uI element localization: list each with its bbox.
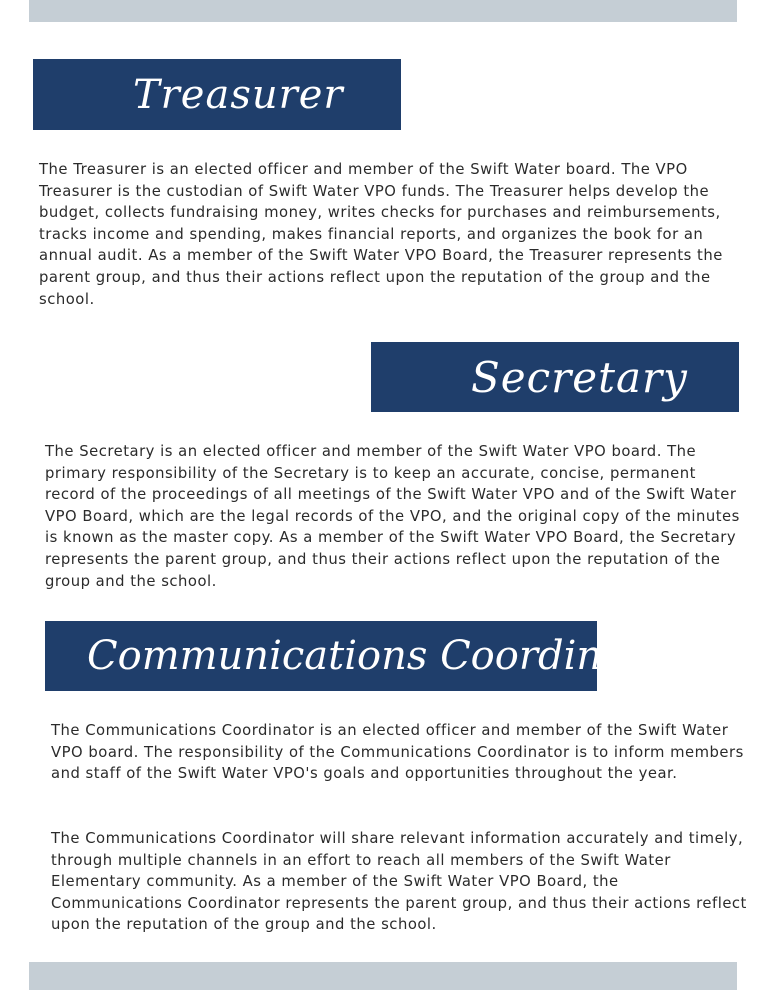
communications-heading-banner	[45, 621, 686, 691]
bottom-decorative-bar	[29, 962, 737, 990]
treasurer-description: The Treasurer is an elected officer and member of the Swift Water board. The VPO Treasurer is the custodian of Swift Water VPO funds. The Treasurer helps develop the budget, collects fundraising money, writes checks for purchases and reimbursements, tracks income and spending, makes financial reports, and organizes the book for an annual audit. As a member of the Swift Water VPO Board, the Treasurer represents the parent group, and thus their actions reflect upon the reputation of the group and the school.	[39, 161, 723, 308]
secretary-heading-banner	[371, 342, 739, 412]
treasurer-heading-banner	[33, 59, 401, 130]
secretary-description: The Secretary is an elected officer and member of the Swift Water VPO board. The primary responsibility of the Secretary is to keep an accurate, concise, permanent record of the proceedings of all meetings of the Swift Water VPO and of the Swift Water VPO Board, which are the legal records of the VPO, and the original copy of the minutes is known as the master copy. As a member of the Swift Water VPO Board, the Secretary represents the parent group, and thus their actions reflect upon the reputation of the group and the school.	[45, 443, 740, 590]
top-decorative-bar	[29, 0, 737, 22]
treasurer-heading: Treasurer	[133, 71, 344, 118]
secretary-heading: Secretary	[471, 352, 688, 402]
communications-description-1: The Communications Coordinator is an elected officer and member of the Swift Water VPO board. The responsibility of the Communications Coordinator is to inform members and staff of the Swift Water VPO's goals and opportunities throughout the year.	[51, 722, 744, 783]
communications-description-2: The Communications Coordinator will share relevant information accurately and timely, through multiple channels in an effort to reach all members of the Swift Water Elementary community. As a member of the Swift Water VPO Board, the Communications Coordinator represents the parent group, and thus their actions reflect upon the reputation of the group and the school.	[51, 830, 747, 934]
communications-heading: Communications Coordinator	[87, 633, 686, 679]
